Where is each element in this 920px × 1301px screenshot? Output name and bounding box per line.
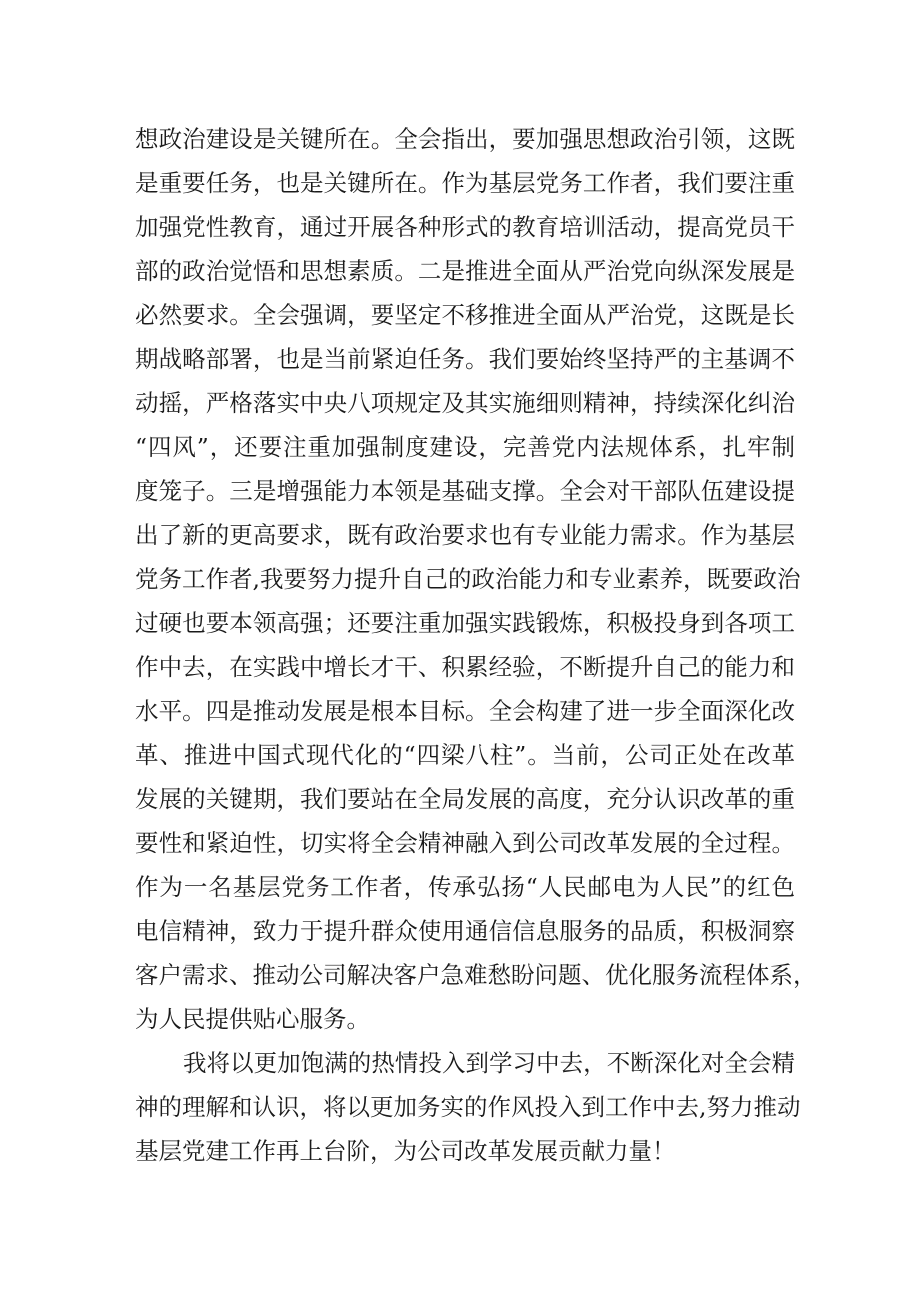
text-line: 期战略部署，也是当前紧迫任务。我们要始终坚持严的主基调不 (135, 345, 795, 373)
text-line: 电信精神，致力于提升群众使用通信信息服务的品质，积极洞察 (135, 917, 795, 945)
text-line: 动摇，严格落实中央八项规定及其实施细则精神，持续深化纠治 (135, 389, 795, 417)
text-line: 是重要任务，也是关键所在。作为基层党务工作者，我们要注重 (135, 169, 795, 197)
text-line: 为人民提供贴心服务。 (135, 1005, 370, 1033)
text-line: 度笼子。三是增强能力本领是基础支撑。全会对干部队伍建设提 (135, 477, 795, 505)
text-line: 神的理解和认识，将以更加务实的作风投入到工作中去,努力推动 (135, 1093, 801, 1121)
text-line: 想政治建设是关键所在。全会指出，要加强思想政治引领，这既 (135, 125, 795, 153)
text-line: 发展的关键期，我们要站在全局发展的高度，充分认识改革的重 (135, 785, 795, 813)
text-line: 作为一名基层党务工作者，传承弘扬“人民邮电为人民”的红色 (135, 873, 795, 901)
text-line: 作中去，在实践中增长才干、积累经验，不断提升自己的能力和 (135, 653, 795, 681)
text-line: 出了新的更高要求，既有政治要求也有专业能力需求。作为基层 (135, 521, 795, 549)
text-line: 要性和紧迫性，切实将全会精神融入到公司改革发展的全过程。 (135, 829, 795, 857)
text-line: 过硬也要本领高强；还要注重加强实践锻炼，积极投身到各项工 (135, 609, 795, 637)
text-line: 必然要求。全会强调，要坚定不移推进全面从严治党，这既是长 (135, 301, 795, 329)
text-line: 我将以更加饱满的热情投入到学习中去，不断深化对全会精 (183, 1049, 795, 1077)
text-line: 客户需求、推动公司解决客户急难愁盼问题、优化服务流程体系， (135, 961, 817, 989)
text-line: 基层党建工作再上台阶，为公司改革发展贡献力量！ (135, 1137, 676, 1165)
text-line: 部的政治觉悟和思想素质。二是推进全面从严治党向纵深发展是 (135, 257, 795, 285)
text-line: 加强党性教育，通过开展各种形式的教育培训活动，提高党员干 (135, 213, 795, 241)
text-line: 革、推进中国式现代化的“四梁八柱”。当前，公司正处在改革 (135, 741, 795, 769)
text-line: “四风”，还要注重加强制度建设，完善党内法规体系，扎牢制 (135, 433, 795, 461)
text-line: 水平。四是推动发展是根本目标。全会构建了进一步全面深化改 (135, 697, 795, 725)
text-line: 党务工作者,我要努力提升自己的政治能力和专业素养，既要政治 (135, 565, 801, 593)
